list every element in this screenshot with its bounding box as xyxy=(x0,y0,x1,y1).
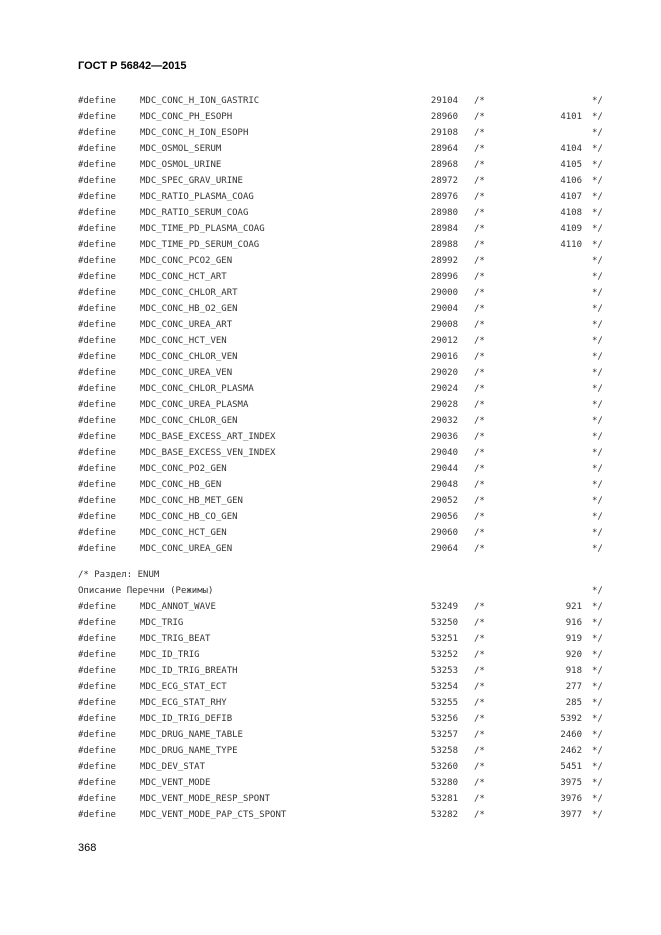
define-row xyxy=(78,615,608,631)
define-row xyxy=(78,695,608,711)
constant-name: MDC_CONC_HB_MET_GEN xyxy=(140,496,243,506)
define-keyword: #define xyxy=(78,400,116,410)
constant-name: MDC_CONC_UREA_VEN xyxy=(140,368,233,378)
define-keyword: #define xyxy=(78,368,116,378)
comment-start: /* xyxy=(474,512,485,522)
constant-name: MDC_CONC_H_ION_ESOPH xyxy=(140,128,249,138)
constant-name: MDC_TRIG_BEAT xyxy=(140,634,211,644)
constant-name: MDC_CONC_PO2_GEN xyxy=(140,464,227,474)
comment-start: /* xyxy=(474,96,485,106)
comment-end: */ xyxy=(592,112,603,122)
comment-start: /* xyxy=(474,714,485,724)
constant-value: 53260 xyxy=(430,762,458,772)
constant-value: 28996 xyxy=(430,272,458,282)
comment-end: */ xyxy=(592,224,603,234)
comment-end: */ xyxy=(592,208,603,218)
constant-name: MDC_TIME_PD_SERUM_COAG xyxy=(140,240,260,250)
reference-code: 3975 xyxy=(560,778,582,788)
constant-value: 29044 xyxy=(430,464,458,474)
comment-end: */ xyxy=(592,634,603,644)
constant-name: MDC_CONC_UREA_ART xyxy=(140,320,233,330)
define-row xyxy=(78,397,608,413)
constant-value: 28972 xyxy=(430,176,458,186)
comment-start: /* xyxy=(474,224,485,234)
define-keyword: #define xyxy=(78,336,116,346)
define-keyword: #define xyxy=(78,602,116,612)
constant-value: 28964 xyxy=(430,144,458,154)
constant-name: MDC_SPEC_GRAV_URINE xyxy=(140,176,243,186)
constant-name: MDC_CONC_UREA_PLASMA xyxy=(140,400,249,410)
constant-value: 29004 xyxy=(430,304,458,314)
define-row xyxy=(78,679,608,695)
define-keyword: #define xyxy=(78,698,116,708)
define-keyword: #define xyxy=(78,650,116,660)
comment-start: /* xyxy=(474,416,485,426)
comment-start: /* xyxy=(474,256,485,266)
comment-end: */ xyxy=(592,810,603,820)
define-row xyxy=(78,269,608,285)
define-keyword: #define xyxy=(78,224,116,234)
constant-value: 29056 xyxy=(430,512,458,522)
comment-end: */ xyxy=(592,778,603,788)
constant-name: MDC_CONC_CHLOR_GEN xyxy=(140,416,238,426)
define-row xyxy=(78,173,608,189)
constant-value: 29060 xyxy=(430,528,458,538)
constant-value: 29040 xyxy=(430,448,458,458)
comment-start: /* xyxy=(474,112,485,122)
reference-code: 4101 xyxy=(560,112,582,122)
comment-start: /* xyxy=(474,272,485,282)
comment-start: /* xyxy=(474,778,485,788)
reference-code: 916 xyxy=(565,618,582,628)
constant-value: 29104 xyxy=(430,96,458,106)
constant-name: MDC_DRUG_NAME_TYPE xyxy=(140,746,238,756)
define-keyword: #define xyxy=(78,496,116,506)
constant-name: MDC_BASE_EXCESS_VEN_INDEX xyxy=(140,448,276,458)
constant-name: MDC_CONC_HCT_ART xyxy=(140,272,227,282)
define-row xyxy=(78,429,608,445)
comment-start: /* xyxy=(474,400,485,410)
comment-end: */ xyxy=(592,192,603,202)
constant-value: 29000 xyxy=(430,288,458,298)
comment-start: /* xyxy=(474,304,485,314)
comment-end: */ xyxy=(592,762,603,772)
define-keyword: #define xyxy=(78,810,116,820)
reference-code: 921 xyxy=(565,602,582,612)
constant-value: 53249 xyxy=(430,602,458,612)
comment-end: */ xyxy=(592,746,603,756)
comment-start: /* xyxy=(474,762,485,772)
define-block-1 xyxy=(78,93,608,557)
comment-start: /* xyxy=(474,192,485,202)
constant-name: MDC_CONC_PH_ESOPH xyxy=(140,112,233,122)
constant-name: MDC_OSMOL_URINE xyxy=(140,160,222,170)
comment-start: /* xyxy=(474,746,485,756)
section-description-line xyxy=(78,583,608,599)
define-keyword: #define xyxy=(78,304,116,314)
define-row xyxy=(78,493,608,509)
constant-name: MDC_RATIO_PLASMA_COAG xyxy=(140,192,254,202)
constant-value: 53258 xyxy=(430,746,458,756)
define-row xyxy=(78,221,608,237)
constant-value: 29032 xyxy=(430,416,458,426)
comment-start: /* xyxy=(474,618,485,628)
reference-code: 918 xyxy=(565,666,582,676)
define-row xyxy=(78,775,608,791)
constant-name: MDC_ECG_STAT_ECT xyxy=(140,682,227,692)
section-title-line xyxy=(78,567,608,583)
reference-code: 3977 xyxy=(560,810,582,820)
section-description: Описание Перечни (Режимы) xyxy=(78,586,214,596)
define-row xyxy=(78,253,608,269)
constant-value: 29048 xyxy=(430,480,458,490)
comment-start: /* xyxy=(474,810,485,820)
define-row xyxy=(78,477,608,493)
define-row xyxy=(78,647,608,663)
comment-end: */ xyxy=(592,256,603,266)
enum-section-header xyxy=(78,567,608,599)
comment-start: /* xyxy=(474,496,485,506)
define-row xyxy=(78,157,608,173)
constant-name: MDC_CONC_HB_GEN xyxy=(140,480,222,490)
define-keyword: #define xyxy=(78,208,116,218)
define-keyword: #define xyxy=(78,448,116,458)
reference-code: 4106 xyxy=(560,176,582,186)
document-header: ГОСТ Р 56842—2015 xyxy=(78,60,187,72)
constant-name: MDC_CONC_PCO2_GEN xyxy=(140,256,233,266)
comment-start: /* xyxy=(474,368,485,378)
page-number: 368 xyxy=(78,842,97,854)
define-keyword: #define xyxy=(78,288,116,298)
constant-value: 28960 xyxy=(430,112,458,122)
constant-value: 53250 xyxy=(430,618,458,628)
constant-name: MDC_VENT_MODE_PAP_CTS_SPONT xyxy=(140,810,287,820)
define-row xyxy=(78,541,608,557)
constant-value: 53282 xyxy=(430,810,458,820)
constant-name: MDC_CONC_CHLOR_VEN xyxy=(140,352,238,362)
comment-end: */ xyxy=(592,128,603,138)
reference-code: 5392 xyxy=(560,714,582,724)
comment-start: /* xyxy=(474,352,485,362)
reference-code: 919 xyxy=(565,634,582,644)
define-keyword: #define xyxy=(78,544,116,554)
constant-name: MDC_ID_TRIG xyxy=(140,650,200,660)
constant-name: MDC_DEV_STAT xyxy=(140,762,206,772)
comment-end: */ xyxy=(592,730,603,740)
comment-end: */ xyxy=(592,682,603,692)
constant-name: MDC_CONC_HCT_GEN xyxy=(140,528,227,538)
comment-start: /* xyxy=(474,544,485,554)
constant-name: MDC_DRUG_NAME_TABLE xyxy=(140,730,243,740)
comment-start: /* xyxy=(474,208,485,218)
constant-value: 29036 xyxy=(430,432,458,442)
reference-code: 4107 xyxy=(560,192,582,202)
define-keyword: #define xyxy=(78,112,116,122)
comment-end: */ xyxy=(592,400,603,410)
define-keyword: #define xyxy=(78,794,116,804)
define-row xyxy=(78,727,608,743)
reference-code: 4105 xyxy=(560,160,582,170)
define-row xyxy=(78,125,608,141)
define-row xyxy=(78,93,608,109)
reference-code: 4108 xyxy=(560,208,582,218)
comment-end: */ xyxy=(592,368,603,378)
define-row xyxy=(78,445,608,461)
comment-start: /* xyxy=(474,698,485,708)
define-keyword: #define xyxy=(78,256,116,266)
define-row xyxy=(78,525,608,541)
constant-name: MDC_TIME_PD_PLASMA_COAG xyxy=(140,224,265,234)
define-row xyxy=(78,509,608,525)
comment-start: /* xyxy=(474,384,485,394)
define-keyword: #define xyxy=(78,176,116,186)
constant-name: MDC_OSMOL_SERUM xyxy=(140,144,222,154)
constant-value: 28976 xyxy=(430,192,458,202)
constant-name: MDC_TRIG xyxy=(140,618,184,628)
constant-value: 29016 xyxy=(430,352,458,362)
comment-start: /* xyxy=(474,160,485,170)
define-row xyxy=(78,381,608,397)
comment-end: */ xyxy=(592,384,603,394)
comment-end: */ xyxy=(592,794,603,804)
define-row xyxy=(78,365,608,381)
constant-value: 29020 xyxy=(430,368,458,378)
define-keyword: #define xyxy=(78,96,116,106)
reference-code: 4109 xyxy=(560,224,582,234)
constant-value: 29052 xyxy=(430,496,458,506)
comment-end: */ xyxy=(592,240,603,250)
reference-code: 277 xyxy=(565,682,582,692)
comment-end: */ xyxy=(592,512,603,522)
constant-value: 29024 xyxy=(430,384,458,394)
reference-code: 5451 xyxy=(560,762,582,772)
reference-code: 3976 xyxy=(560,794,582,804)
comment-end: */ xyxy=(592,528,603,538)
comment-end: */ xyxy=(592,352,603,362)
reference-code: 2462 xyxy=(560,746,582,756)
comment-end: */ xyxy=(592,304,603,314)
comment-end: */ xyxy=(592,416,603,426)
comment-start: /* xyxy=(474,128,485,138)
constant-name: MDC_CONC_HB_O2_GEN xyxy=(140,304,238,314)
constant-value: 53251 xyxy=(430,634,458,644)
comment-start: /* xyxy=(474,682,485,692)
define-keyword: #define xyxy=(78,480,116,490)
comment-start: /* xyxy=(474,176,485,186)
define-keyword: #define xyxy=(78,384,116,394)
comment-start: /* xyxy=(474,288,485,298)
comment-end: */ xyxy=(592,544,603,554)
define-keyword: #define xyxy=(78,128,116,138)
constant-name: MDC_CONC_HCT_VEN xyxy=(140,336,227,346)
comment-start: /* xyxy=(474,794,485,804)
define-keyword: #define xyxy=(78,512,116,522)
reference-code: 2460 xyxy=(560,730,582,740)
define-keyword: #define xyxy=(78,416,116,426)
define-row xyxy=(78,189,608,205)
define-row xyxy=(78,759,608,775)
define-keyword: #define xyxy=(78,682,116,692)
comment-end: */ xyxy=(592,160,603,170)
constant-value: 53254 xyxy=(430,682,458,692)
define-keyword: #define xyxy=(78,714,116,724)
define-row xyxy=(78,237,608,253)
define-row xyxy=(78,301,608,317)
comment-start: /* xyxy=(474,336,485,346)
section-title: /* Раздел: ENUM xyxy=(78,570,160,580)
define-keyword: #define xyxy=(78,618,116,628)
define-row xyxy=(78,413,608,429)
constant-value: 29008 xyxy=(430,320,458,330)
constant-name: MDC_CONC_CHLOR_ART xyxy=(140,288,238,298)
define-row xyxy=(78,285,608,301)
comment-end: */ xyxy=(592,144,603,154)
define-keyword: #define xyxy=(78,144,116,154)
constant-value: 53256 xyxy=(430,714,458,724)
comment-end: */ xyxy=(592,464,603,474)
constant-value: 53257 xyxy=(430,730,458,740)
constant-value: 29108 xyxy=(430,128,458,138)
define-keyword: #define xyxy=(78,762,116,772)
comment-start: /* xyxy=(474,602,485,612)
comment-start: /* xyxy=(474,528,485,538)
define-row xyxy=(78,791,608,807)
comment-start: /* xyxy=(474,320,485,330)
constant-name: MDC_CONC_CHLOR_PLASMA xyxy=(140,384,254,394)
define-keyword: #define xyxy=(78,666,116,676)
constant-name: MDC_CONC_UREA_GEN xyxy=(140,544,233,554)
define-keyword: #define xyxy=(78,240,116,250)
comment-end: */ xyxy=(592,480,603,490)
comment-end: */ xyxy=(592,666,603,676)
comment-end: */ xyxy=(592,714,603,724)
constant-value: 28984 xyxy=(430,224,458,234)
constant-name: MDC_CONC_HB_CO_GEN xyxy=(140,512,238,522)
comment-start: /* xyxy=(474,448,485,458)
define-keyword: #define xyxy=(78,272,116,282)
define-row xyxy=(78,349,608,365)
constant-value: 53252 xyxy=(430,650,458,660)
comment-end: */ xyxy=(592,650,603,660)
comment-end: */ xyxy=(592,448,603,458)
constant-value: 29064 xyxy=(430,544,458,554)
constant-value: 29012 xyxy=(430,336,458,346)
reference-code: 4104 xyxy=(560,144,582,154)
define-row xyxy=(78,631,608,647)
constant-name: MDC_ID_TRIG_BREATH xyxy=(140,666,238,676)
define-block-2 xyxy=(78,599,608,823)
define-keyword: #define xyxy=(78,528,116,538)
define-keyword: #define xyxy=(78,432,116,442)
constant-name: MDC_ID_TRIG_DEFIB xyxy=(140,714,233,724)
comment-start: /* xyxy=(474,666,485,676)
define-row xyxy=(78,663,608,679)
comment-end: */ xyxy=(592,320,603,330)
comment-start: /* xyxy=(474,144,485,154)
comment-start: /* xyxy=(474,240,485,250)
comment-end: */ xyxy=(592,432,603,442)
comment-start: /* xyxy=(474,464,485,474)
comment-end: */ xyxy=(592,288,603,298)
define-keyword: #define xyxy=(78,352,116,362)
constant-value: 28980 xyxy=(430,208,458,218)
define-keyword: #define xyxy=(78,778,116,788)
constant-name: MDC_BASE_EXCESS_ART_INDEX xyxy=(140,432,276,442)
define-keyword: #define xyxy=(78,192,116,202)
define-row xyxy=(78,333,608,349)
constant-value: 28968 xyxy=(430,160,458,170)
define-row xyxy=(78,599,608,615)
comment-end: */ xyxy=(592,272,603,282)
define-row xyxy=(78,743,608,759)
constant-value: 53281 xyxy=(430,794,458,804)
comment-end: */ xyxy=(592,96,603,106)
comment-start: /* xyxy=(474,432,485,442)
constant-value: 28992 xyxy=(430,256,458,266)
define-row xyxy=(78,205,608,221)
constant-value: 29028 xyxy=(430,400,458,410)
comment-end: */ xyxy=(592,602,603,612)
define-keyword: #define xyxy=(78,320,116,330)
constant-name: MDC_VENT_MODE_RESP_SPONT xyxy=(140,794,271,804)
constant-value: 53255 xyxy=(430,698,458,708)
comment-end: */ xyxy=(592,176,603,186)
comment-start: /* xyxy=(474,730,485,740)
reference-code: 4110 xyxy=(560,240,582,250)
reference-code: 920 xyxy=(565,650,582,660)
define-row xyxy=(78,317,608,333)
constant-name: MDC_VENT_MODE xyxy=(140,778,211,788)
constant-value: 53280 xyxy=(430,778,458,788)
constant-name: MDC_RATIO_SERUM_COAG xyxy=(140,208,249,218)
define-row xyxy=(78,711,608,727)
constant-value: 28988 xyxy=(430,240,458,250)
comment-end: */ xyxy=(592,496,603,506)
constant-value: 53253 xyxy=(430,666,458,676)
constant-name: MDC_ANNOT_WAVE xyxy=(140,602,216,612)
define-row xyxy=(78,109,608,125)
define-keyword: #define xyxy=(78,464,116,474)
define-keyword: #define xyxy=(78,730,116,740)
define-row xyxy=(78,141,608,157)
comment-end: */ xyxy=(592,336,603,346)
comment-start: /* xyxy=(474,480,485,490)
comment-end: */ xyxy=(592,698,603,708)
define-keyword: #define xyxy=(78,634,116,644)
comment-end: */ xyxy=(592,586,603,596)
comment-end: */ xyxy=(592,618,603,628)
define-keyword: #define xyxy=(78,160,116,170)
constant-name: MDC_CONC_H_ION_GASTRIC xyxy=(140,96,260,106)
define-keyword: #define xyxy=(78,746,116,756)
define-row xyxy=(78,807,608,823)
define-row xyxy=(78,461,608,477)
reference-code: 285 xyxy=(565,698,582,708)
constant-name: MDC_ECG_STAT_RHY xyxy=(140,698,227,708)
comment-start: /* xyxy=(474,650,485,660)
comment-start: /* xyxy=(474,634,485,644)
